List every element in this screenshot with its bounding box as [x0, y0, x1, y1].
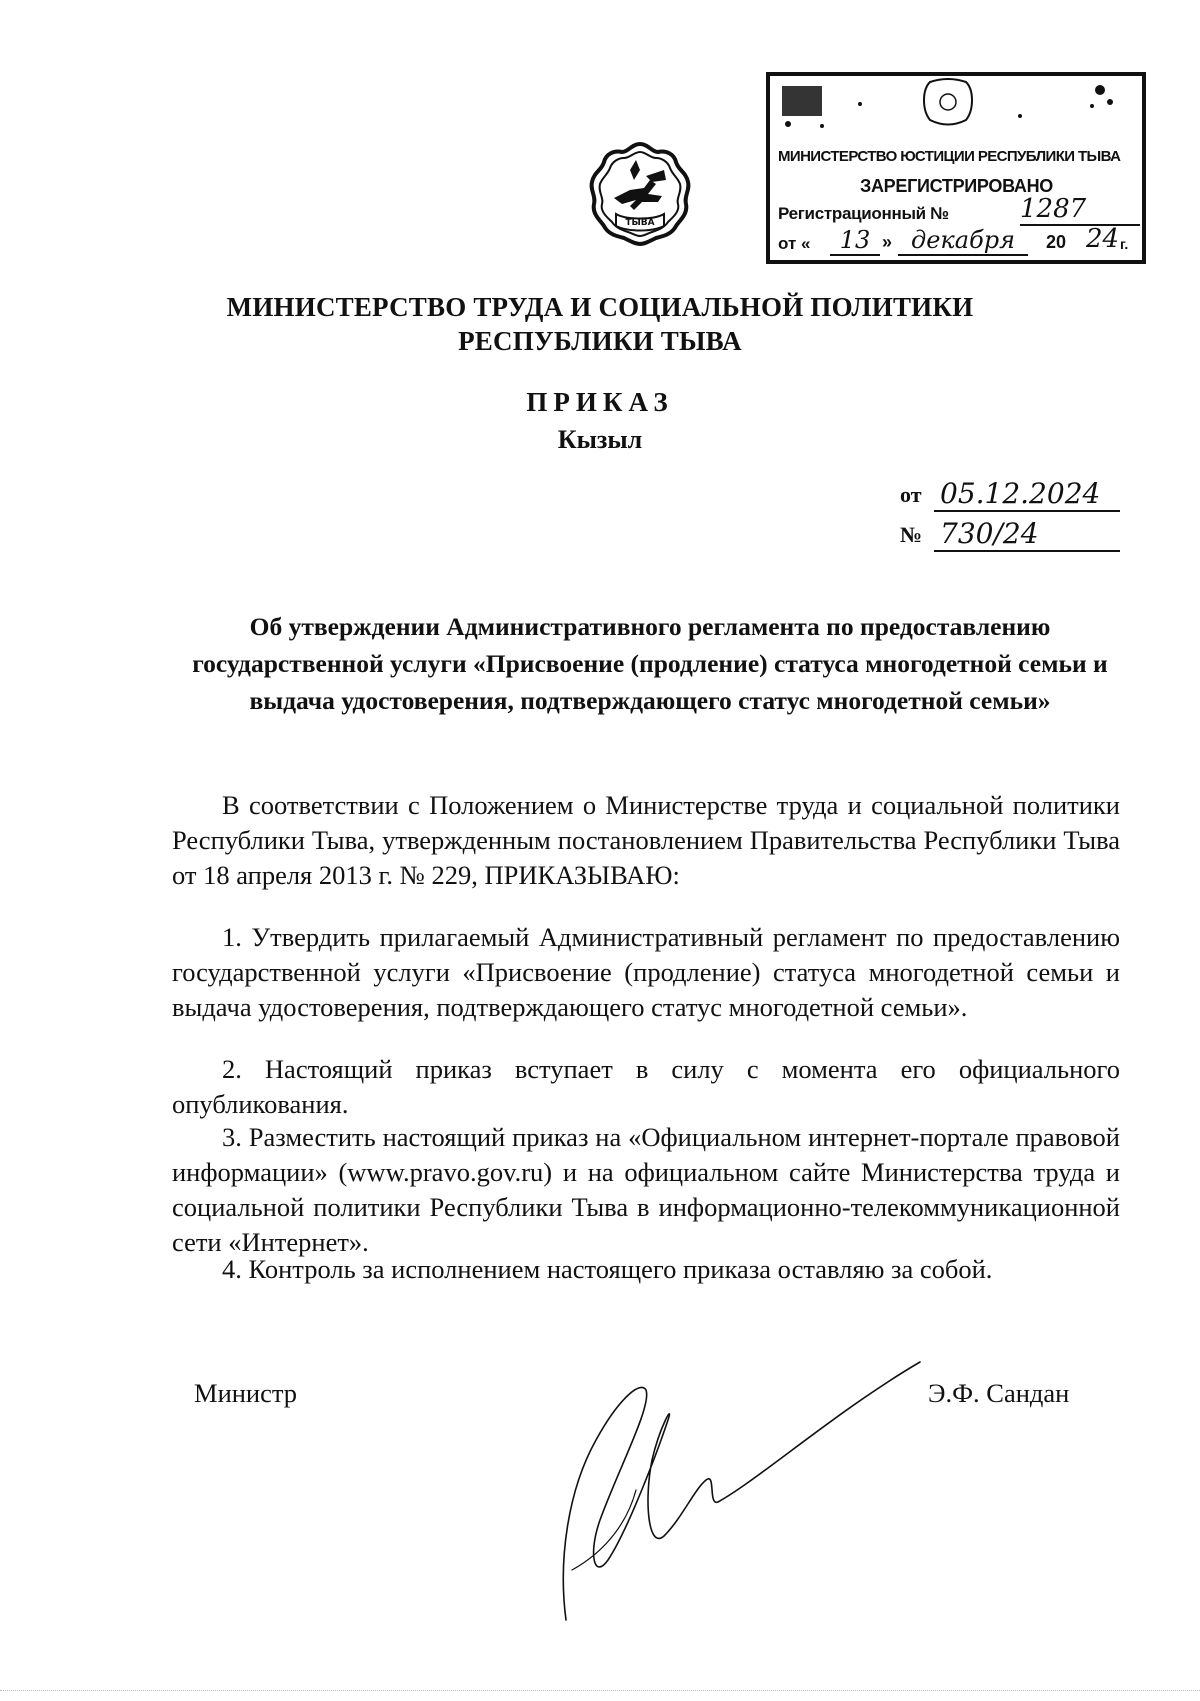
stamp-date-day: 13 — [830, 226, 880, 256]
order-date-value: 05.12.2024 — [934, 478, 1120, 512]
scan-edge-divider — [0, 1690, 1200, 1694]
order-city: Кызыл — [557, 425, 643, 454]
order-item-3: 3. Разместить настоящий приказ на «Официальном интернет-портале правовой информации» (www.pravo.gov.ru) и на официальном сайте Министерства труда и социальной политики Республики Тыва в информационно-телекоммуникационной сети «Интернет». — [172, 1122, 1120, 1257]
stamp-date-month: декабря — [898, 226, 1028, 256]
stamp-seal-icon — [770, 76, 1142, 146]
stamp-date-year-prefix: 20 — [1046, 232, 1067, 252]
stamp-ministry-name: МИНИСТЕРСТВО ЮСТИЦИИ РЕСПУБЛИКИ ТЫВА — [778, 148, 1121, 165]
order-date-number — [900, 476, 1120, 556]
emblem-label: ТЫВА — [625, 218, 655, 228]
order-item-1: 1. Утвердить прилагаемый Административный регламент по предоставлению государственной услуги «Присвоение (продление) статуса многодетной семьи и выдача удостоверения, подтверждающего статус многодетной семьи». — [172, 922, 1120, 1022]
stamp-date-year-suffix: 24 — [1086, 224, 1120, 254]
signer-role: Министр — [194, 1378, 298, 1408]
order-preamble: В соответствии с Положением о Министерстве труда и социальной политики Республики Тыва, утвержденным постановлением Правительства Республики Тыва от 18 апреля 2013 г. № 229, ПРИКАЗЫВАЮ: — [172, 790, 1120, 890]
stamp-registration-number: 1287 — [1020, 194, 1140, 226]
stamp-date-year-close: г. — [1120, 236, 1129, 252]
stamp-date-day-close: » — [882, 232, 893, 252]
stamp-registration-label: Регистрационный № — [778, 204, 949, 223]
stamp-registered-label: ЗАРЕГИСТРИРОВАНО — [860, 176, 1053, 196]
ministry-title-line1: МИНИСТЕРСТВО ТРУДА И СОЦИАЛЬНОЙ ПОЛИТИКИ — [226, 292, 974, 322]
order-title: ПРИКАЗ — [526, 387, 674, 417]
order-item-4: 4. Контроль за исполнением настоящего приказа оставляю за собой. — [222, 1254, 993, 1284]
order-number-value: 730/24 — [934, 518, 1120, 552]
tuva-emblem-icon — [586, 140, 694, 248]
handwritten-signature-icon — [548, 1330, 928, 1630]
order-item-2: 2. Настоящий приказ вступает в силу с момента его официального опубликования. — [172, 1054, 1120, 1119]
order-subject: Об утверждении Административного регламента по предоставлению государственной услуги «Присвоение (продление) статуса многодетной семьи и выдача удостоверения, подтверждающего статус многодетной семьи» — [192, 612, 1108, 715]
stamp-date-label: от « — [778, 234, 811, 253]
order-date-label: от — [900, 482, 922, 507]
registration-stamp — [766, 72, 1146, 264]
ministry-title — [0, 290, 1200, 358]
signer-name: Э.Ф. Сандан — [928, 1378, 1070, 1408]
ministry-title-line2: РЕСПУБЛИКИ ТЫВА — [458, 326, 742, 356]
order-number-label: № — [900, 522, 923, 547]
